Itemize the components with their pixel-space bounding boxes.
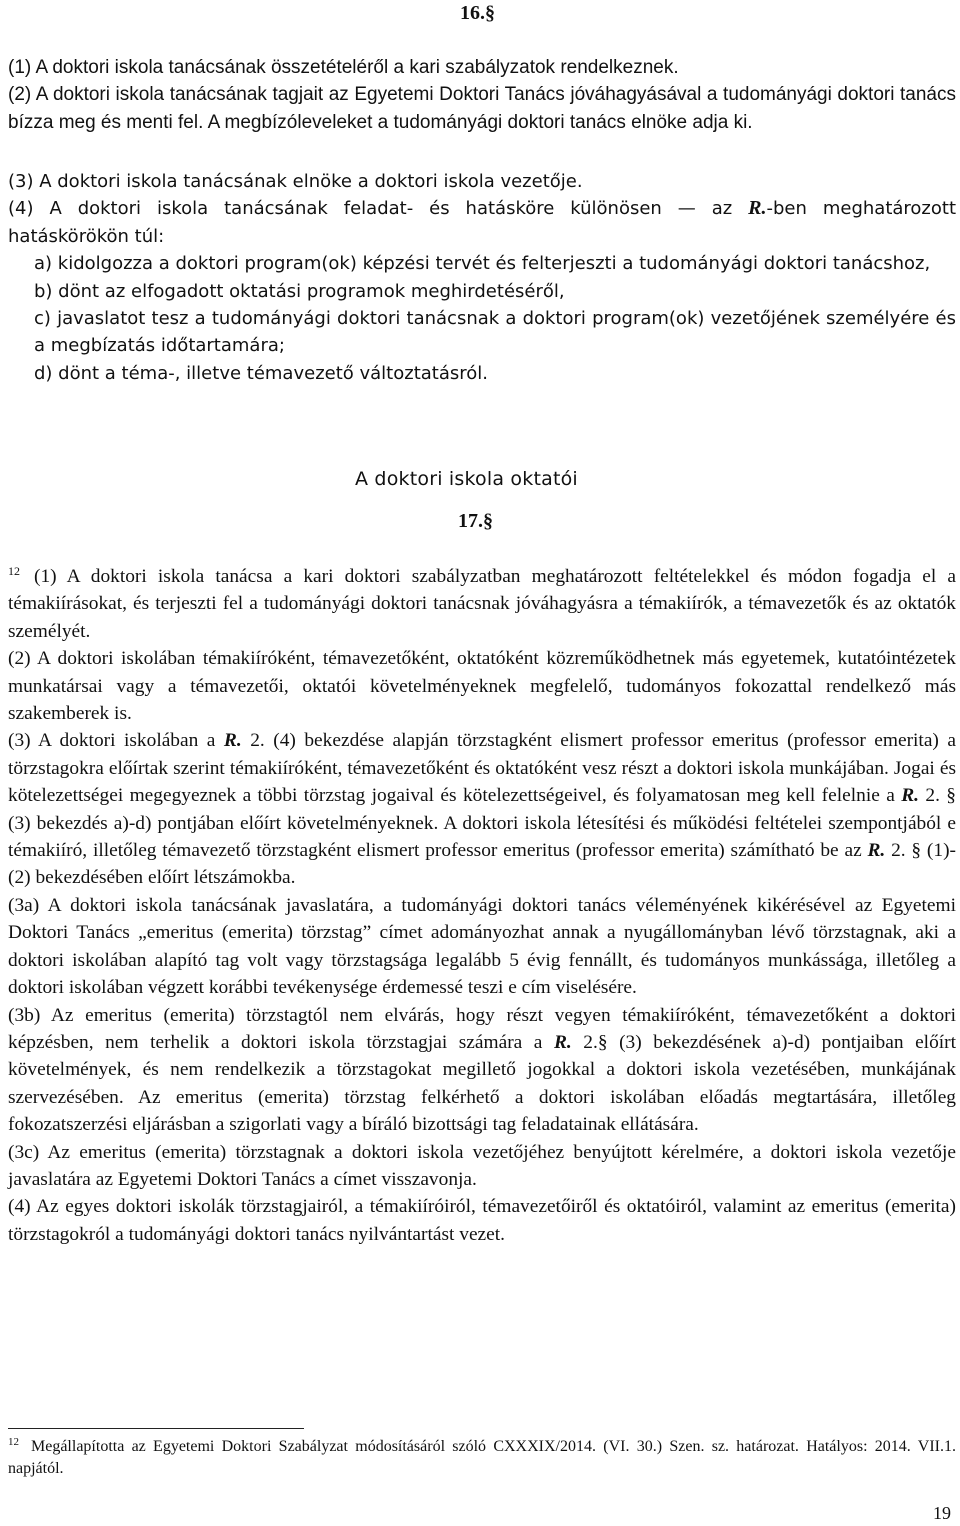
section-16-number: 16.§ xyxy=(460,2,495,24)
footnote-ref-12[interactable]: 12 xyxy=(8,563,20,578)
section-17-body xyxy=(8,563,956,1248)
footnote xyxy=(8,1436,956,1480)
sec16-paragraph-2: (2) A doktori iskola tanácsának tagjait az Egyetemi Doktori Tanács jóváhagyásával a tudományági doktori tanács bízza meg és menti fel. A megbízóleveleket a tudományági doktori tanács elnöke adja ki. xyxy=(8,84,956,133)
sec17-paragraph-4: (4) Az egyes doktori iskolák törzstagjairól, a témakiíróiról, témavezetőiről és oktatóiról, valamint az emeritus (emerita) törzstagokról a tudományági doktori tanács nyilvántartást vezet. xyxy=(8,1196,956,1245)
sec16-p4-text: (4) A doktori iskola tanácsának feladat- és hatásköre különösen — az xyxy=(8,198,749,220)
sec17-paragraph-3a: (3a) A doktori iskola tanácsának javaslatára, a tudományági doktori tanács véleményének kikérésével az Egyetemi Doktori Tanács „emeritus (emerita) törzstag” címet adományozhat annak a nyugállományban lévő törzstagnak, aki a doktori iskolában alapító tag volt vagy törzstagsága legalább 5 évig fennállt, és tudományos munkássága, illetőleg a doktori iskolában végzett korábbi tevékenysége érdemessé teszi e cím viselésére. xyxy=(8,894,956,999)
sec16-p4-ref: R. xyxy=(748,197,767,220)
sec17-p3b-text-a: (3b) Az emeritus (emerita) törzstagtól nem elvárás, hogy részt vegyen témakiíróként, témavezetőként a doktori képzésben, nem terhelik a doktori iskola törzstagjai számára a xyxy=(8,1004,956,1053)
sec16-item-a: a) kidolgozza a doktori program(ok) képzési tervét és felterjeszti a tudományági doktori tanácshoz, xyxy=(34,253,931,275)
section-16-body-2 xyxy=(8,168,956,387)
section-heading: A doktori iskola oktatói xyxy=(355,468,578,490)
sec16-item-d: d) dönt a téma-, illetve témavezető változtatásról. xyxy=(34,362,488,384)
sec17-p3-text-c: 2. (4) bekezdése alapján törzstagként elismert professor emeritus (professor emerita) a törzstagokra előírtak szerint témakiíróként, témavezetőként és oktatóként vesz részt a doktori iskola munkájában. Jogai és kötelezettségei megegyeznek a többi törzstag jogaival és kötelezettségeivel, és folyamatosan meg kell felelnie a xyxy=(8,730,956,807)
sec17-p3b-ref: R. xyxy=(553,1031,572,1053)
sec17-p3-ref-1: R. xyxy=(223,730,242,752)
section-17-number: 17.§ xyxy=(458,510,493,532)
sec17-paragraph-3 xyxy=(8,727,956,891)
sec17-p3-text-g: 2. § (1)-(2) bekezdésében előírt létszámokba. xyxy=(8,840,956,889)
footnote-separator xyxy=(8,1428,304,1429)
sec17-paragraph-2: (2) A doktori iskolában témakiíróként, témavezetőként, oktatóként közreműködhetnek más egyetemek, kutatóintézetek munkatársai vagy a témavezetői, oktatói követelményeknek megfelelő, tudományos fokozattal rendelkező más szakemberek is. xyxy=(8,648,956,725)
sec16-item-c: c) javaslatot tesz a tudományági doktori tanácsnak a doktori program(ok) vezetőjének személyére és a megbízatás időtartamára; xyxy=(34,308,956,357)
sec17-p3-ref-3: R. xyxy=(867,840,886,862)
sec17-p3-ref-2: R. xyxy=(901,785,919,807)
section-16-body xyxy=(8,54,956,136)
sec17-p3-text-e: 2. § (3) bekezdés a)-d) pontjában előírt követelményeknek. A doktori iskola létesítési és működési feltételei szempontjából e témakiíró, illetőleg témavezető törzstagként elismert professor emeritus (professor emerita) számítható be az xyxy=(8,785,956,862)
page-number: 19 xyxy=(933,1503,951,1523)
footnote-number: 12 xyxy=(8,1435,19,1448)
sec17-p3b-text-c: 2.§ (3) bekezdésének a)-d) pontjaiban előírt követelmények, és nem rendelkezik a törzstagokat megillető jogokkal a doktori iskola vezetésében, munkájának szervezésében. Az emeritus (emerita) törzstag felkérhető a doktori iskolában előadás megtartására, illetőleg fokozatszerzési eljárásban a szigorlati vagy a bíráló bizottsági tag feladatainak ellátására. xyxy=(8,1031,956,1136)
sec16-paragraph-1: (1) A doktori iskola tanácsának összetételéről a kari szabályzatok rendelkeznek. xyxy=(8,57,679,78)
sec16-p4-text-end: -ben meghatározott hatáskörökön túl: xyxy=(8,198,957,247)
footnote-text: Megállapította az Egyetemi Doktori Szabályzat módosításáról szóló CXXXIX/2014. (VI. 30.) Szen. sz. határozat. Hatályos: 2014. VII.1. napjától. xyxy=(8,1438,956,1477)
sec17-paragraph-1 xyxy=(8,563,956,645)
sec17-p3-text-a: (3) A doktori iskolában a xyxy=(8,730,224,752)
sec16-paragraph-3: (3) A doktori iskola tanácsának elnöke a doktori iskola vezetője. xyxy=(8,171,583,192)
sec17-paragraph-3c: (3c) Az emeritus (emerita) törzstagnak a doktori iskola vezetőjéhez benyújtott kérelmére, a doktori iskola vezetője javaslatára az Egyetemi Doktori Tanács a címet visszavonja. xyxy=(8,1141,956,1190)
sec16-item-b: b) dönt az elfogadott oktatási programok meghirdetéséről, xyxy=(34,280,565,302)
sec17-paragraph-3b xyxy=(8,1002,956,1139)
sec17-p1-text: (1) A doktori iskola tanácsa a kari doktori szabályzatban meghatározott feltételekkel és módon fogadja el a témakiírásokat, és terjeszti fel a tudományági doktori tanácsnak jóváhagyásra a témakiírók, a témavezetők és az oktatók személyét. xyxy=(8,566,956,642)
sec16-paragraph-4 xyxy=(8,195,956,250)
